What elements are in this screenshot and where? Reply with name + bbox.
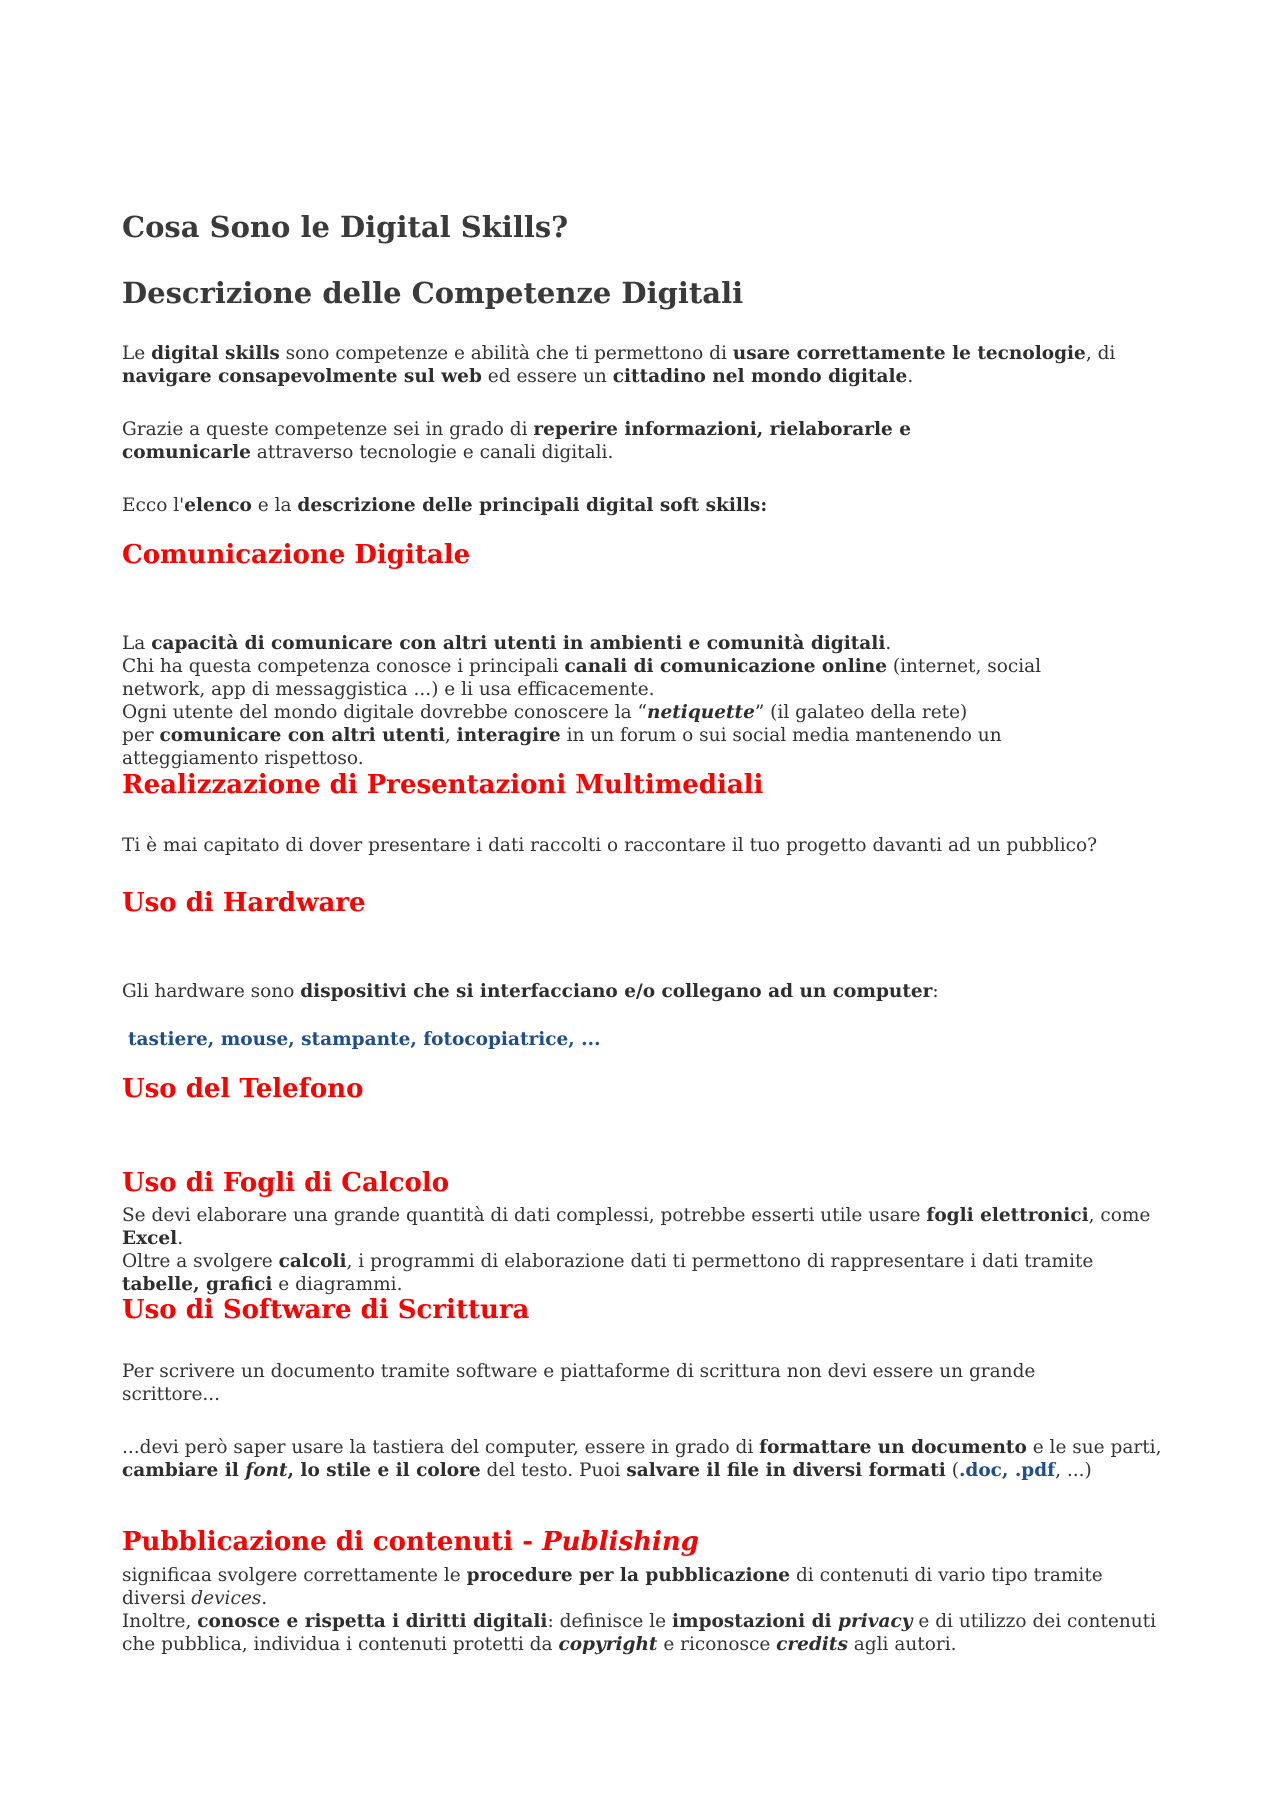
- section-heading-scrittura: Uso di Software di Scrittura: [122, 1295, 530, 1325]
- fogli-paragraph: Se devi elaborare una grande quantità di dati complessi, potrebbe esserti utile usare fogli elettronici, come Excel. Oltre a svolgere calcoli, i programmi di elaborazione dati ti permettono di rappresentare i dati tramite tabelle, grafici e diagrammi.: [122, 1205, 1151, 1295]
- intro-paragraph-2: Grazie a queste competenze sei in grado di reperire informazioni, rielaborarle e comunicarle attraverso tecnologie e canali digitali.: [122, 419, 911, 463]
- page-subtitle: Descrizione delle Competenze Digitali: [122, 276, 744, 310]
- hardware-paragraph: Gli hardware sono dispositivi che si interfacciano e/o collegano ad un computer:: [122, 981, 939, 1002]
- page-title: Cosa Sono le Digital Skills?: [122, 210, 569, 244]
- section-heading-telefono: Uso del Telefono: [122, 1074, 364, 1104]
- section-heading-hardware: Uso di Hardware: [122, 888, 366, 918]
- presentazioni-paragraph: Ti è mai capitato di dover presentare i dati raccolti o raccontare il tuo progetto davanti ad un pubblico?: [122, 835, 1098, 856]
- intro-paragraph-1: Le digital skills sono competenze e abilità che ti permettono di usare correttamente le tecnologie, di navigare consapevolmente sul web ed essere un cittadino nel mondo digitale.: [122, 343, 1116, 387]
- comunicazione-paragraph: La capacità di comunicare con altri utenti in ambienti e comunità digitali. Chi ha questa competenza conosce i principali canali di comunicazione online (internet, social network, app di messaggistica ...) e li usa efficacemente. Ogni utente del mondo digitale dovrebbe conoscere la “netiquette” (il galateo della rete) per comunicare con altri utenti, interagire in un forum o sui social media mantenendo un atteggiamento rispettoso.: [122, 633, 1042, 769]
- scrittura-paragraph-2: ...devi però saper usare la tastiera del computer, essere in grado di formattare un documento e le sue parti, cambiare il font, lo stile e il colore del testo. Puoi salvare il file in diversi formati (.doc, .pdf, ...): [122, 1437, 1162, 1481]
- section-heading-presentazioni: Realizzazione di Presentazioni Multimediali: [122, 770, 764, 800]
- section-heading-fogli: Uso di Fogli di Calcolo: [122, 1168, 450, 1198]
- section-heading-publishing: Pubblicazione di contenuti - Publishing: [122, 1527, 699, 1557]
- intro-paragraph-3: Ecco l'elenco e la descrizione delle principali digital soft skills:: [122, 495, 768, 516]
- hardware-list: tastiere, mouse, stampante, fotocopiatrice, ...: [128, 1029, 601, 1050]
- scrittura-paragraph-1: Per scrivere un documento tramite software e piattaforme di scrittura non devi essere un grande scrittore...: [122, 1361, 1036, 1405]
- section-heading-comunicazione: Comunicazione Digitale: [122, 540, 471, 570]
- publishing-paragraph: significaa svolgere correttamente le procedure per la pubblicazione di contenuti di vario tipo tramite diversi devices. Inoltre, conosce e rispetta i diritti digitali: definisce le impostazioni di privacy e di utilizzo dei contenuti che pubblica, individua i contenuti protetti da copyright e riconosce credits agli autori.: [122, 1565, 1157, 1655]
